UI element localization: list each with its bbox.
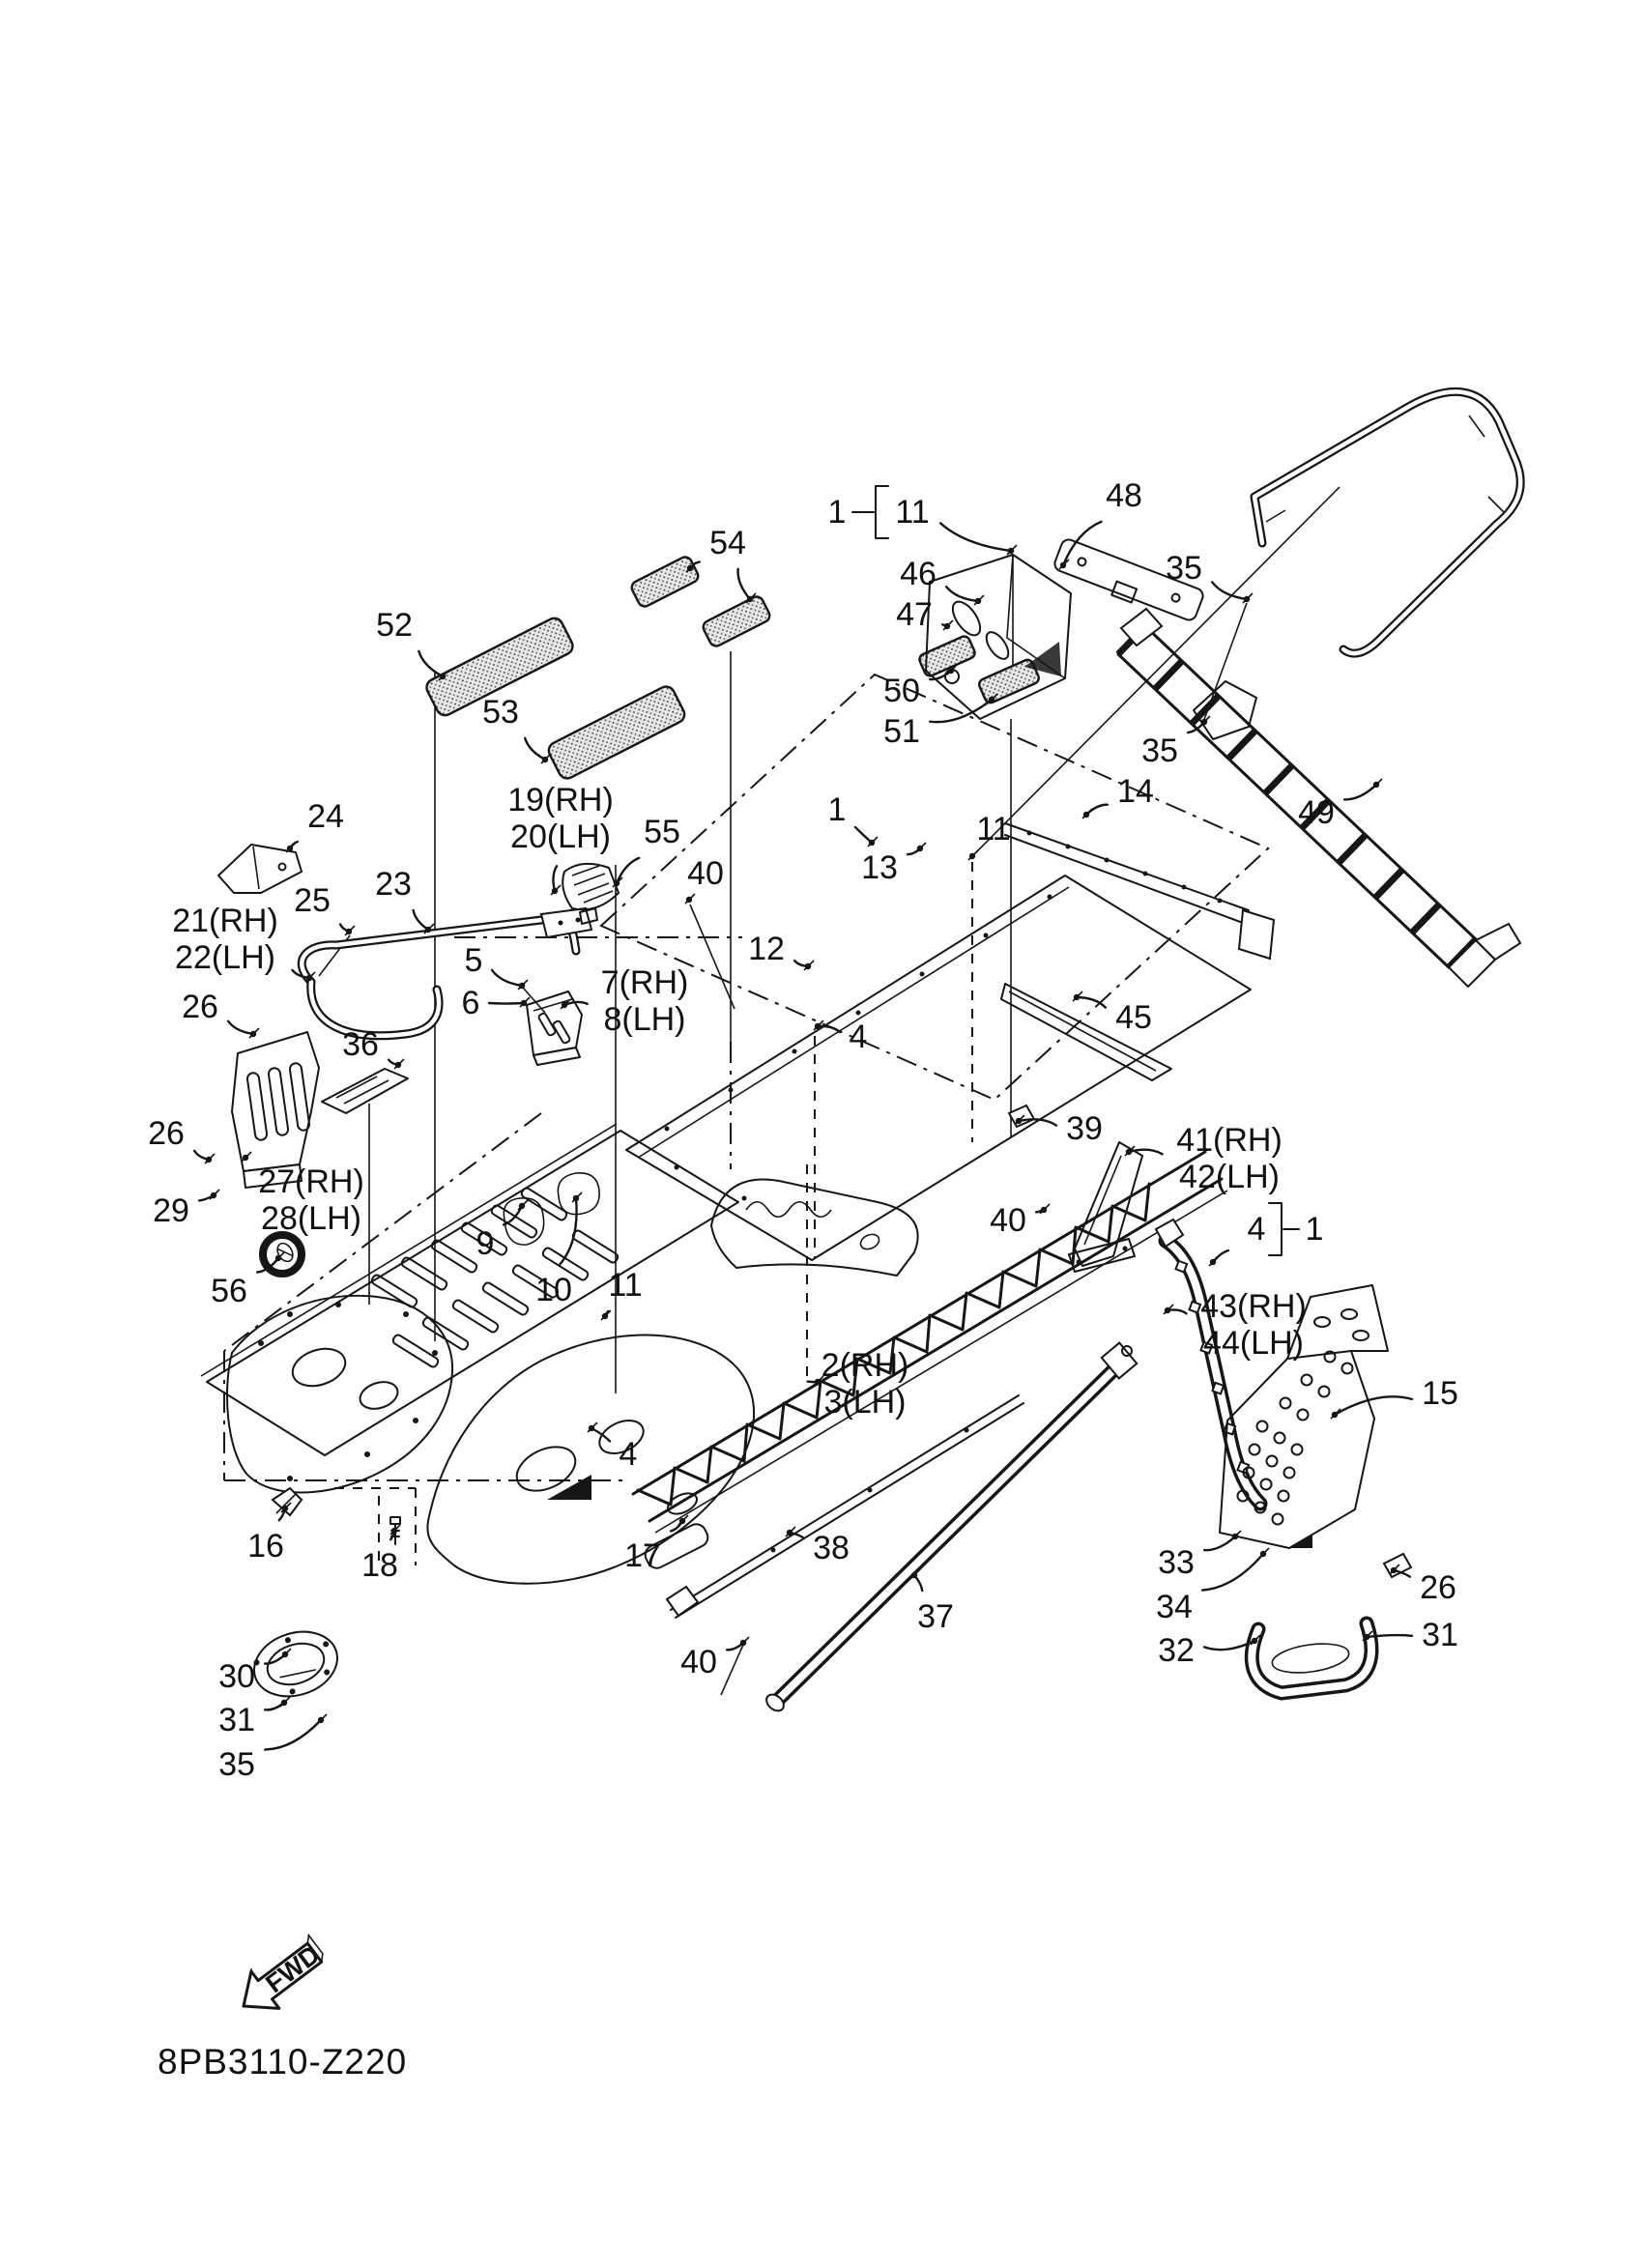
part-label: 22(LH) [175,939,275,976]
part-label: 15 [1422,1375,1458,1412]
part-label: 53 [482,694,519,731]
leader-line [525,738,545,760]
part-label: 56 [211,1273,247,1309]
leader-line [492,970,522,986]
leader-line [940,523,1011,551]
tunnel-top-sheet [370,876,1251,1368]
leader-line [1204,1536,1235,1550]
part-label: 19(RH) [507,782,614,818]
part-label: 44(LH) [1203,1325,1304,1362]
part-label: 1 [827,791,847,828]
drawing-code: 8PB3110-Z220 [158,2042,408,2081]
part-label: 4 [619,1436,638,1473]
part-label: 41(RH) [1176,1122,1283,1159]
part-label: 2(RH) [821,1347,909,1384]
leader-line [1344,785,1376,799]
part-label: 1 [827,494,847,531]
part-label: 52 [376,607,413,644]
part-label: 33 [1158,1544,1195,1581]
part-label: 49 [1298,794,1335,831]
flap-24 [218,845,302,893]
truss-side-rail [633,1152,1227,1533]
rear-bumper-tube [1254,391,1520,653]
part-label: 21(RH) [172,903,278,939]
part-label: 35 [1166,550,1202,587]
part-label: 16 [247,1528,284,1565]
part-label: 55 [644,814,680,850]
part-label: 17 [624,1537,661,1574]
pad-54a [629,555,700,609]
part-label: 31 [1422,1617,1458,1653]
part-label: 13 [861,849,898,886]
fwd-label: FWD [260,1939,326,1999]
callout-labels-layer [148,477,1458,1783]
part-label: 11 [895,494,930,531]
front-bulkheads [227,1296,754,1584]
leader-line [553,866,557,891]
part-label: 50 [883,673,920,709]
leader-line [855,827,872,843]
panel-41-42 [1069,1142,1142,1272]
leader-line [1335,1396,1412,1415]
assembly-bracket [876,486,888,538]
part-label: 46 [900,556,937,592]
part-label: 26 [182,989,218,1025]
arm-43-44 [1156,1220,1260,1504]
part-label: 8(LH) [603,1001,686,1038]
leader-line [228,1021,253,1034]
part-label: 4 [849,1019,868,1055]
part-label: 14 [1117,773,1154,810]
part-label: 4 [1247,1211,1266,1248]
leader-line [418,651,443,676]
part-label: 39 [1066,1110,1103,1147]
part-label: 5 [464,942,483,979]
part-label: 51 [883,713,920,750]
part-label: 23 [375,866,412,903]
part-label: 25 [294,882,331,919]
part-label: 18 [361,1547,398,1584]
part-label: 40 [680,1644,717,1680]
pad-53 [546,683,687,781]
part-label: 27(RH) [258,1163,364,1200]
plate-36 [322,1069,408,1113]
leader-line [489,1003,524,1004]
leader-line [1202,1554,1263,1591]
leader-line [738,569,750,599]
pad-54b [701,594,771,648]
part-label: 28(LH) [261,1200,361,1237]
leader-line [414,910,428,930]
part-label: 12 [748,931,785,967]
part-label: 35 [1141,732,1178,769]
part-label: 45 [1115,999,1152,1036]
leader-line [1367,1635,1412,1637]
assembly-bracket [1269,1203,1282,1255]
part-label: 9 [476,1225,495,1262]
part-label: 7(RH) [600,964,689,1001]
rail-14 [1005,823,1274,959]
part-label: 54 [709,525,746,561]
part-label: 24 [307,798,344,835]
part-label: 26 [1420,1569,1456,1606]
leader-line [946,587,978,601]
leader-line [265,1720,321,1750]
part-label: 34 [1156,1589,1193,1625]
leader-line [1086,805,1108,815]
part-label: 47 [896,596,933,633]
part-label: 29 [153,1192,189,1229]
clip-39 [1009,1105,1034,1127]
part-label: 36 [342,1026,379,1063]
leader-line [1129,1150,1163,1155]
part-label: 43(RH) [1200,1288,1307,1325]
part-label: 1 [1305,1211,1324,1248]
part-label: 48 [1106,477,1142,514]
part-label: 40 [990,1202,1026,1239]
part-label: 26 [148,1115,185,1152]
part-label: 42(LH) [1179,1159,1280,1195]
fwd-arrow [228,1929,332,2024]
part-label: 10 [535,1272,572,1308]
part-label: 31 [218,1702,255,1738]
part-label: 37 [917,1598,954,1635]
part-label: 30 [218,1658,255,1695]
part-label: 35 [218,1746,255,1783]
stirrup-32 [1252,1623,1371,1693]
part-label: 11 [976,811,1011,847]
bearing-housing-30 [245,1622,345,1707]
part-label: 38 [813,1530,850,1566]
part-label: 32 [1158,1632,1195,1669]
part-label: 3(LH) [823,1384,907,1421]
part-label: 11 [608,1267,643,1304]
part-label: 6 [461,985,480,1021]
part-label: 40 [687,855,724,892]
part-label: 20(LH) [510,818,611,855]
